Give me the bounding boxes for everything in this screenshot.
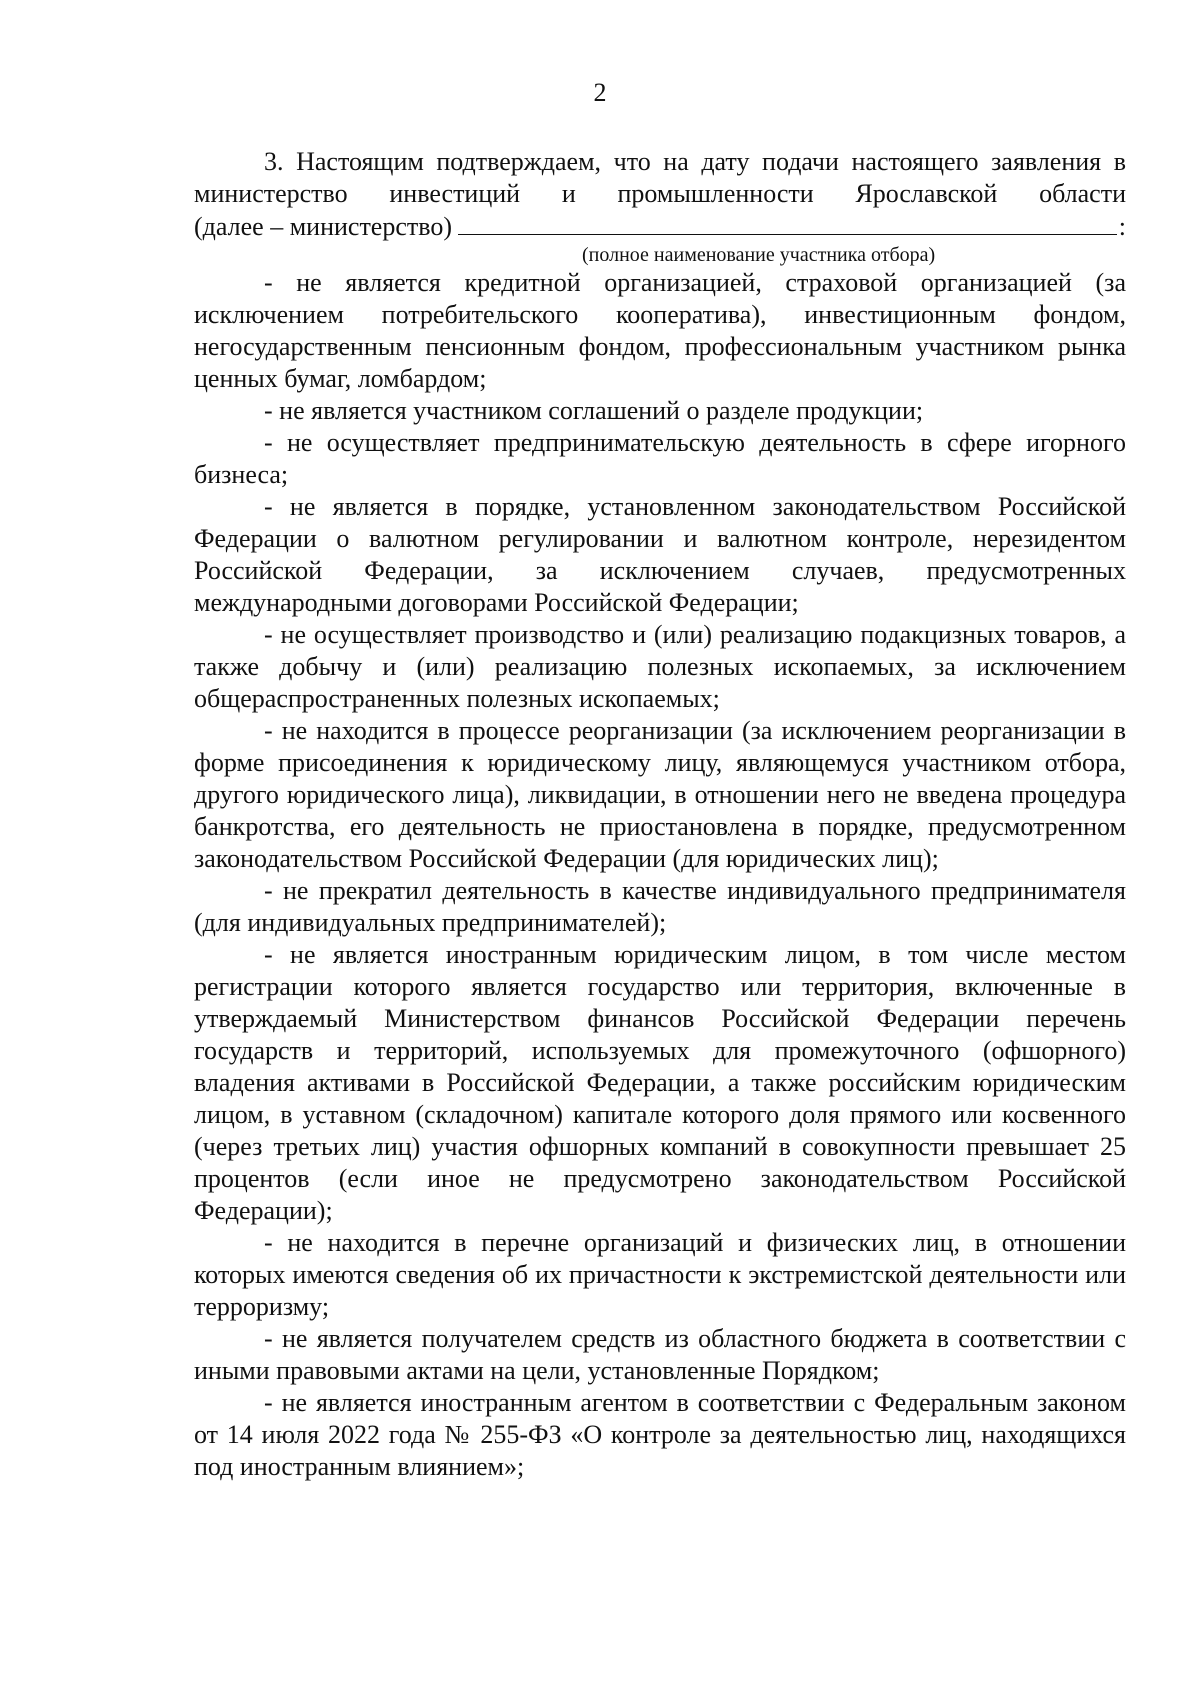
blank-caption: (полное наименование участника отбора) (582, 244, 936, 266)
list-item-reorganization: - не находится в процессе реорганизации (за исключением реорганизации в форме присоединения к юридическому лицу, являющемуся участником отбора, другого юридического лица), ликвидации, в отношении него не введена процедура банкротства, его деятельность не приостановлена в порядке, предусмотренном законодательством Российской Федерации (для юридических лиц); (194, 716, 1126, 873)
participant-name-line (194, 210, 1126, 243)
list-item-foreign-agent: - не является иностранным агентом в соответствии с Федеральным законом от 14 июля 2022 года № 255-ФЗ «О контроле за деятельностью лиц, находящихся под иностранным влиянием»; (194, 1388, 1126, 1481)
document-body (194, 146, 1126, 1483)
list-item-excise-goods: - не осуществляет производство и (или) реализацию подакцизных товаров, а также добычу и (или) реализацию полезных ископаемых, за исключением общераспространенных полезных ископаемых; (194, 620, 1126, 713)
participant-name-blank[interactable] (458, 210, 1117, 235)
intro-lead-text: (далее – министерство) (194, 212, 453, 241)
list-item-extremism: - не находится в перечне организаций и физических лиц, в отношении которых имеются сведения об их причастности к экстремистской деятельности или терроризму; (194, 1228, 1126, 1321)
colon-mark: : (1118, 212, 1126, 241)
list-item-entrepreneur: - не прекратил деятельность в качестве индивидуального предпринимателя (для индивидуальных предпринимателей); (194, 876, 1126, 937)
list-item-credit-organization: - не является кредитной организацией, страховой организацией (за исключением потребительского кооператива), инвестиционным фондом, негосударственным пенсионным фондом, профессиональным участником рынка ценных бумаг, ломбардом; (194, 268, 1126, 393)
list-item-offshore: - не является иностранным юридическим лицом, в том числе местом регистрации которого является государство или территория, включенные в утверждаемый Министерством финансов Российской Федерации перечень государств и территорий, используемых для промежуточного (офшорного) владения активами в Российской Федерации, а также российским юридическим лицом, в уставном (складочном) капитале которого доля прямого или косвенного (через третьих лиц) участия офшорных компаний в совокупности превышает 25 процентов (если иное не предусмотрено законодательством Российской Федерации); (194, 940, 1126, 1225)
list-item-gambling: - не осуществляет предпринимательскую деятельность в сфере игорного бизнеса; (194, 428, 1126, 489)
list-item-production-sharing: - не является участником соглашений о разделе продукции; (264, 396, 924, 425)
list-item-non-resident: - не является в порядке, установленном законодательством Российской Федерации о валютном регулировании и валютном контроле, нерезидентом Российской Федерации, за исключением случаев, предусмотренных международными договорами Российской Федерации; (194, 492, 1126, 617)
intro-paragraph: 3. Настоящим подтверждаем, что на дату подачи настоящего заявления в министерство инвестиций и промышленности Ярославской области (194, 147, 1126, 208)
list-item-budget-recipient: - не является получателем средств из областного бюджета в соответствии с иными правовыми актами на цели, установленные Порядком; (194, 1324, 1126, 1385)
page-number: 2 (593, 78, 607, 107)
